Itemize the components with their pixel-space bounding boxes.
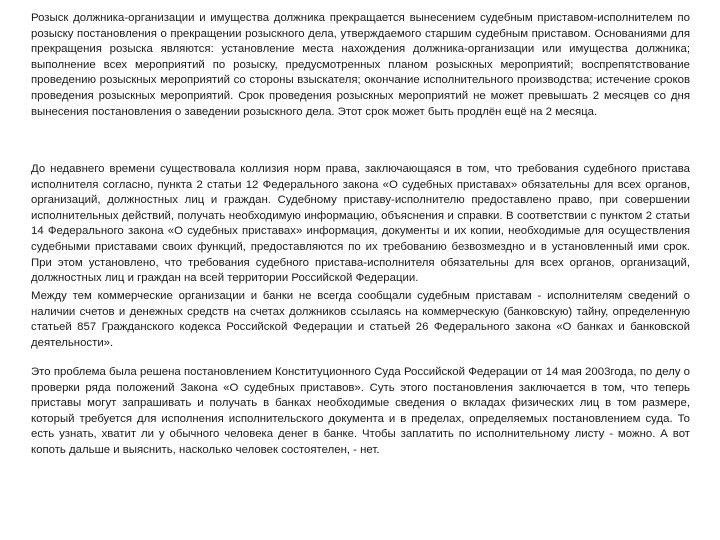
paragraph-search-termination: Розыск должника-организации и имущества должника прекращается вынесением судебным приставом-исполнителем по розыску постановления о прекращении розыскного дела, утверждаемого старшим судебным приставом. Основаниями для прекращения розыска являются: установление места нахождения должника-организации или имущества должника; выполнение всех мероприятий по розыску, предусмотренных планом розыскных мероприятий; воспрепятствование проведению розыскных мероприятий со стороны взыскателя; окончание исполнительного производства; истечение сроков проведения розыскных мероприятий. Срок проведения розыскных мероприятий не может превышать 2 месяцев со дня вынесения постановления о заведении розыскного дела. Этот срок может быть продлён ещё на 2 месяца. [31,12,690,118]
paragraph-bank-secrecy: Между тем коммерческие организации и банки не всегда сообщали судебным приставам - исполнителям сведений о наличии счетов и денежных средств на счетах должников ссылаясь на коммерческую (банковскую) тайну, определенную статьей 857 Гражданского кодекса Российской Федерации и статьей 26 Федерального закона «О банках и банковской деятельности». [31,290,690,349]
paragraph-norm-collision: До недавнего времени существовала коллизия норм права, заключающаяся в том, что требования судебного пристава исполнителя согласно, пункта 2 статьи 12 Федерального закона «О судебных приставах» обязательны для всех органов, организаций, должностных лиц и граждан. Судебному приставу-исполнителю предоставлено право, при совершении исполнительных действий, получать необходимую информацию, объяснения и справки. В соответствии с пунктом 2 статьи 14 Федерального закона «О судебных приставах» информация, документы и их копии, необходимые для осуществления судебными приставами своих функций, предоставляются по их требованию безвозмездно и в установленный ими срок. При этом установлено, что требования судебного пристава-исполнителя обязательны для всех органов, организаций, должностных лиц и граждан на всей территории Российской Федерации. [31,163,690,285]
paragraph-constitutional-court: Это проблема была решена постановлением Конституционного Суда Российской Федерации от 14 мая 2003года, по делу о проверки ряда положений Закона «О судебных приставов». Суть этого постановления заключается в том, что теперь приставы могут запрашивать и получать в банках необходимые сведения о вкладах физических лиц в том размере, который требуется для исполнения исполнительского документа и в пределах, определяемых постановлением суда. То есть узнать, хватит ли у обычного человека денег в банке. Чтобы заплатить по исполнительному листу - можно. А вот копоть дальше и выяснить, насколько человек состоятелен, - нет. [31,366,690,456]
